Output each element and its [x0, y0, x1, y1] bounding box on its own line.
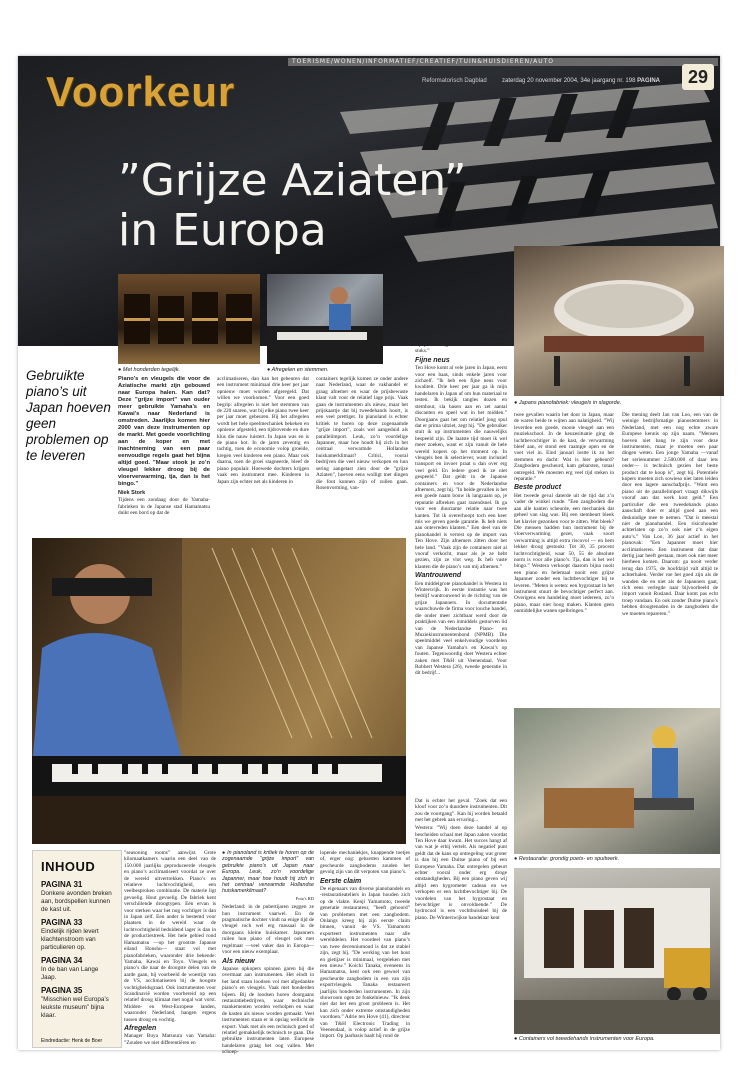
caption-2: ● Afregelen en stemmen.: [267, 367, 329, 373]
inhoud-text-3: In de ban van Lange Jaap.: [41, 966, 99, 981]
headline-line-2: in Europa: [118, 205, 327, 256]
photo-tuning: [267, 274, 383, 364]
inhoud-page-2[interactable]: PAGINA 33: [41, 918, 83, 927]
photo-caption-main-text: In pianoland is kritiek te horen op de zogenaamde ”grijze import” van gebruikte piano’s uit Japan naar Europa. Leuk, zo’n voordelige Japanner, maar hoe houdt hij zich in het centraal verwarmde Hollandse huiskamerklimaat?: [222, 850, 314, 895]
col5-body-2: Het tweede geval daterde uit de tijd dat z’n vader de winkel runde. ”Een zangbodem die aan alle kanten scheurde, een mechaniek dat geheel van slag was. Bij een stembeurt bleek het klavier gezonken voor te zitten. Wat bleek? Die mensen hadden hun instrument bij de vloerverwarming gezet, vaak soort verwarming is altijd extra riscovol — en hem lekker droog gestookt. Tot 30, 35 procent luchtvochtigheid, waar 50, 55 de absolute norm is voor alle piano’s. Tja, dan is het wel bingo.” Westera verkoopt daarom bijna nooit een piano en helemaal nooit een grijze Japanner zonder een luchtbevochtiger bij te leveren. ”Meten is weten: een hygrostaat in het instrument stuurt de bevochtiger perfect aan. Overigens een handeling moet iedereen, zo’n piano, maar niet hoog maken. Klanten geen onmiddelijke wanen spelbringen.”: [514, 492, 614, 615]
caption-4-text: Restauratie: grondig poets- en spuitwerk.: [518, 856, 620, 862]
caption-5-text: Containers vol tweedehands instrumenten voor Europa.: [518, 1036, 655, 1042]
col1-body: Tijdens een zondaag door de Yamaha-fabrieken in de Japanse stad Hamamatsu duikt een bord op dat de: [118, 497, 210, 517]
grand-pianos-illustration: [514, 246, 724, 396]
piano-tuner-illustration: [32, 538, 406, 844]
inhoud-text-1: Donkere avonden breken aan, bordspellen kunnen de kast uit.: [41, 890, 112, 913]
inhoud-page-1[interactable]: PAGINA 31: [41, 880, 83, 889]
inhoud-box: [32, 850, 122, 1048]
caption-2-text: Afregelen en stemmen.: [271, 367, 329, 373]
subhead-wantrouwend: Wantrouwend: [415, 572, 462, 580]
col2-body: acclimatiseren, dan kan het gebeuren dat een instrument minimaal drie keer per jaar opnieuw moet worden afgeregeld. Dat willen we voorkomen.” Voor een goed begrip: afregelen is niet het stemmen van de 220 snaren, wat bij elke piano twee keer per jaar moet gebeuren. Bij het afregelen wordt het hele speelmechaniek bekeken en opnieuw afgesteld, een tijdrovende en dure klus die nauw luistert. In Japan was en is de piano hot. In de jaren zeventig en tachtig, toen de economie volop groeide, kregen veel kinderen een piano. Maar ook daarna, toen de groei stagneerde, bleef de piano populair. Hoewede dochters krijgen vaak een instrument mee. Kinderen in Japan zijn echter net als kinderen in: [217, 376, 309, 485]
page-number: 29: [682, 64, 714, 90]
col5-body: twee gevallen waarin het door in Japan, maar de waren beide te wijten aan nalatigheid. ”Wij leverden een goede, mooie vleugel aan een muziekschool. In de keuzesituatie ging de luchtbevochtiger in de kast, de verwarming bleef aan, er stond een raampje open en de voet viel in. Eind januari lostte ik zo het stemmen en dacht: Wat is hier gebeurd? Zangbodem gescheurd, kam gebarsten, totaal ontregeld. We moesten erg veel tijd steken in reparatie.”: [514, 412, 614, 483]
photo-containers: [514, 868, 720, 1034]
article-lead: Piano’s en vleugels die voor de Aziatische markt zijn gebouwd naar Europa halen. Kan dat? Deze ”grijze import” van ouder meer gebruikte Yamaha’s en Kawai’s naar Nederland is omstreden. Jaarlijks komen hier 2000 van deze instrumenten op de markt. Met goede voorlichting aan de koper en met inachtneming van een paar eenvoudige regels gaat het bijna altijd goed. ”Maar stook je zo’n vleugel lekker droog bij de vloerverwarming, tja, dan is het bingo.”: [118, 376, 210, 487]
article-column-9: [320, 850, 410, 1046]
col9-body-2: De eigenaars van diverse pianohandels en -restauratieateliers in Japan houden zich op de vlakte. Kenji Yamamoto, tweede generatie restaurateur, ”heeft gehoord” van problemen met een zangbodem. Onlangs kreeg hij zijn eerste claim binnen, vanuit de VS. Yamamoto exporteert instrumenten naar alle werelddelen. Het voordeel van piano’s van twee decenniumoud is dat ze stabiel zijn, zegt hij. ”De werking van het hout en gietijzer is minimaal, vergeleken met een nieuw.” Koichi Tanaka, eveneens in Hamamatsu, kent ook een gewoel van gescheurde zangbodem in een van zijn exportvleugels. Tanaka restaureert jaarlijks honderden instrumenten. In zijn showroom ogen ze fonkelnieuw. ”Ik denk niet dat het een groot probleem is. Het kan zich onder extreme omstandigheden voordoen.” Adrie ten Hove (41), directeur van T&H Electronic Trading in Veenendaal, is volop actief in de grijze import. Op jaarbasis haalt hij rond de: [320, 886, 410, 1040]
col10-body-2: Westera: ”Wij doen deze handel al op bescheiden schaal met Japan zaken voordat Ten Hove daar kwam. Het succes hangt af van wat je erbij vertelt. Als negatief punt geldt dat de kans op ontregeling wat groter is dan bij een Duitse piano of bij een Europese Yamaha. Dat ontregelen gebeurt echter vooral onder erg droge omstandigheden. Bij een piano geven wij altijd een hygrometer cadeau en we verkopen er een luchtbevochtiger bij. De voordelen van het hygrostaat en bevochtiger is onvoldoende.” De hydrocool is een vochtbuisdeel bij de piano. De Winterswijkse handelaar kent: [415, 825, 507, 921]
date-text: zaterdag 20 november 2004, 34e jaargang nr. 198: [502, 78, 636, 84]
caption-5: ● Containers vol tweedehands instrumenten voor Europa.: [514, 1036, 655, 1042]
subhead-fijne-neus: Fijne neus: [415, 356, 450, 364]
caption-3-text: Japans pianofabriek: vleugels in slagorde.: [518, 400, 622, 406]
page-label: PAGINA: [637, 78, 660, 84]
photo-piano-tuner: [32, 538, 406, 844]
containers-illustration: [514, 868, 720, 1034]
inhoud-title: INHOUD: [41, 859, 96, 874]
newspaper-page: [18, 56, 720, 1056]
col10-body: Dat is echter het geval. ”Zoek dat een kloof voor zo’n duurdere instrumenten. Dit zou de voortgang”. Kan hij worden betaald met het gebrek aan ervaring...: [415, 798, 507, 824]
col8-body-2: Japanse opkopers spinnen garen bij die overmaat aan instrumenten. Het eindt in het land staan loodsen vol met afgedankte piano’s en vleugels. Vaak met honderden bijeen. Bij de loodsen horen doorgaans restauratiebedrijven, waar technische mankementen worden verholpen en waar de kasten als nieuw worden gemaakt. Veel instrumenten staan er in opslag wellicht de export. Vaak met als een technisch goed of relatief gemakkelijk technisch te gaan. Die gebruikte instrumenten laten Europese handelaren graag het oog vallen. Met schoep-: [222, 965, 314, 1056]
article-column-8: [222, 850, 314, 1056]
article-column-1: [118, 376, 210, 530]
col7-end: Manager Buya Matsuura van Yamaha: ”Zouden we niet differentiëren en: [124, 1033, 216, 1046]
inhoud-text-2: Eindelijk rijden levert klachtenstroom van particulieren op.: [41, 928, 99, 951]
col8-body: Nederland: in de pubertijaren zeggen ze hun instrument vaarwel. En de pragmatische dochter vindt na enige tijd de vleugel toch wel erg massaal in de doorgaans kleine huiskamer. Japanners ruilen hun piano of vleugel ook met regelmaat —veel vaker dan in Europa— voor een nieuw exemplaar.: [222, 904, 314, 956]
caption-1: ● Met honderden tegelijk.: [118, 367, 181, 373]
col4-body-2: Een middelgrote pianohandel is Westera in Wintersvijk. In eerste instantie was het bedrijf wantrouwend in de richting van de grijze Japanners. In documentatie waarschuwde de firma voor louche handel, die onder meer zichtbaar werd door de praktijken van een inmiddels gestorven lid van de Nederlandse Piano- en Muziekinstrumentenbond (NPMB). Die speelmiddel veel enkelvoudige voordelen van Japanse Yamaha’s en Kawai’s op fouten. Tegenwoordig doet Westera echter zaken met T&H uit Veenendaal. Voor Robbert Westera (26), tweede generatie in dit bedrijf...: [415, 580, 507, 677]
section-strip: TOERISME/WONEN/INFORMATIEF/CREATIEF/TUIN&HUISDIEREN/AUTO: [288, 58, 718, 66]
subhead-afregelen: Afregelen: [124, 1024, 157, 1032]
tuning-illustration: [267, 274, 383, 364]
col7-body: ”seasoning rooms” aanwijst. Grote kilomaatkamers waarin een deel van de 150.000 jaarlijks geproduceerde vleugels en piano’s acclimatiseert voordat ze over de wereld uitvertrekken. Piano’s en relatieve luchtvochtigheid, een veelbesproken combinatie. De materie ligt gevoelig. Hout gevoelig. De fabriek kent verschillende droogtypen. Eén ervan is voor sterken waar het nog vochtiger is dan in Japan zelf. Een ander is bestemd voor plaatsen in de wereld waar de luchtvochtigheid beduidend lager is dan in de productiestreek. Het hele gebied rond Hamamatsu —op het grootste Japanse eiland Honshu— staat vol met pianofabrieken, waaronder drie bekende: Yamaha, Kawai en Toyo. Vleugels en piano’s die naar de droogste delen van de aarde gaan, bij voorbeeld de woestijn van de VS, acclimatiseren bij de hoogste vochtigheidsgraad. Ook instrumenten voor Scandinavië worden voorbereid op een relatief droog klimaat met nogal wat vorst. Midden- en West-Europese landen, waaronder Nederland, hangen ergens tussen droog en vochtig.: [124, 850, 216, 1023]
caption-3: ● Japans pianofabriek: vleugels in slagorde.: [514, 400, 622, 406]
newspaper-name: Reformatorisch Dagblad: [422, 78, 487, 84]
dateline: [502, 78, 660, 84]
article-column-10: [415, 798, 507, 1046]
col9-body: lopende mechaniekjes, knappende toetjes of, erger nog: gebarsten kammen of gescheurde zangbodems zouden het gevolg zijn van dit verpoten van piano’s.: [320, 850, 410, 876]
pianos-illustration: [118, 274, 260, 364]
article-column-4: [415, 310, 507, 794]
photo-restoration: [514, 708, 720, 854]
headline: [118, 156, 467, 256]
photo-caption-main: ● In pianoland is kritiek te horen op de zogenaamde ”grijze import” van gebruikte piano’s uit Japan naar Europa. Leuk, zo’n voordelige Japanner, maar hoe houdt hij zich in het centraal verwarmde Hollandse huiskamerklimaat?: [222, 850, 314, 895]
caption-4: ● Restauratie: grondig poets- en spuitwerk.: [514, 856, 620, 862]
article-column-2: [217, 376, 309, 530]
subhead-beste-product: Beste product: [514, 484, 562, 492]
col4-body: Ten Hove komt al vele jaren in Japan, eerst voor een baas, sinds enkele jaren voor zichzelf. ”Ik heb een fijne neus voor kwaliteit. Drie keer per jaar ga ik mijn handelaren in Japan af om hun materiaal te testen. Ik bekijk tangles dozen en stemhout, sla basen aan en zet aantal discanten en speel wat in het midden.” Doorgaans gaat het om relatief jong spul dat er prima uitziet, zegt hij. ”De gebruiker stuit ik op instrumenten die nauwelijks bespeeld zijn. De laatste tijd moet ik wel meer zoeken, want er zijn vanuit de hele wereld kopers op het moment op. In vleugels ben ik selectiever, want inclusief transport en invoer praat u dan over erg veel geld. En iedere goed ik ze niet gespeeld.” Dat geldt in de Japanse containers en voor de Nederlandse afnemers, zegt hij. ”In beide gevallen is het een goede naam bouw ik langzaam op, je reputatie afbreken gaat razendsnel. Ik ga voor een duurzame relatie naar twee kanten. Tot ik overerhoopt toch een keer mis we geven goede garantie. Ik heb niets aan ontevreden klanten.” Een deel van de pianohandel is verrest op de import van Ten Hove. Zijn afnemers zitten door het hele land. ”Vaak zijn de containers niet al vooraf verkocht, maar als je ze hebt gezien, zijn ze vlot weg. Ik heb vaste klanten die de piano’s van mij afnemen.”: [415, 365, 507, 570]
subhead-eerste-claim: Eerste claim: [320, 877, 362, 885]
section-title: Voorkeur: [46, 68, 236, 115]
article-column-5: [514, 412, 614, 702]
article-subhead: Gebruikte piano’s uit Japan hoeven geen problemen op te leveren: [26, 368, 111, 463]
photo-pianos-rows: [118, 274, 260, 364]
article-byline: Niek Stork: [118, 489, 146, 496]
article-column-3: [316, 376, 408, 530]
headline-line-1: ”Grijze Aziaten”: [118, 155, 467, 206]
subhead-als-nieuw: Als nieuw: [222, 957, 255, 965]
caption-1-text: Met honderden tegelijk.: [122, 367, 181, 373]
inhoud-text-4: ”Misschien wel Europa’s leukste museum” bijna klaar.: [41, 996, 109, 1019]
col3-body: containers tegelijk komen ze onder andere naar Nederland, waar de vakhandel er graag afnemer en waar de prijsbewuste klant valt voor de relatief lage prijs. Vaak gaan de instrumenten als nieuw, maar het prijskaartje dat bij tweedehands hoort, is een veel prettiger. In pianoland is echter kritiek te horen op deze zogenaamde ”grijze import”, zoals wel aangeduid als parallelimport. Leuk, zo’n voordelige Japanner, maar hoe houdt hij zich in het centraal verwarmde Hollandse huiskamerklimaat? Critici, vooral bedrijven die veel nieuw verkopen en hun sering aangetast zien door de ”grijze Aziaten”, hoeven eens wolligt met dingen die fout kunnen zijn of zullen gaan. Rosenvorming, van-: [316, 376, 408, 491]
col6-body: Die mening deelt Jan van Loo, een van de weinige bedrijfsmatige pianostemmers in Nederland, met een nog echte zware Europese kennis op zijn naam. ”Mensen hoeven niet bang te zijn voor deze instrumenten, maar je moeten een paar dingen weten. Een jonge Yamaha —vanaf het serienummer 2.500.000 of daar iets onder— is technisch gezien het beste product dat te koop is”, zegt hij. Potentiele kopers moeten zich sowieso niet laten leiden door een lagere aanschafprijs. ”Want een piano uit de parallelimport vraagt dikwijls vooraf aan dat werk kost geld.” Een particulier die een tweedehands piano aanschaft doet er altijd goed aan een deskundige mee te nemen. ”Dat is meestal niet de pianohandel. Een risicohouder achterlaten op zo’n ook niet z’n eigen auto’s.” Van Loo, 36 jaar actief in het pianovak: ”Een Japanner moet hier acclimatiseren. Een instrument dat daar dertig jaar heeft gestaan, moet ook niet meer hierheen komen. Daarom: ga nooit verder terug dan 1975, de hoofdzijd valt altijd te achterhalen. Verder roe het goed zijn als de wanden die en niet als de Japanners gaat, rich eens verlegde naar bijvoorbeeld de import vanuit Rusland. Daar komt pas echt troep vandaan. En ook zonder Duitse piano’s hebben droogtenaden in de zangbodem die we moeten repareren.”: [622, 412, 718, 617]
inhoud-page-4[interactable]: PAGINA 35: [41, 986, 83, 995]
article-column-6: [622, 412, 718, 702]
photo-grand-pianos: [514, 246, 724, 396]
article-column-7: [124, 850, 216, 1046]
inhoud-page-3[interactable]: PAGINA 34: [41, 956, 83, 965]
eindredactie: Eindredactie: Henk de Boer: [41, 1038, 103, 1044]
col4-top: 500 piano’s en enkele tientallen vleugels naar Nederland. Een concurrent noemt het dubbele aantal voor z’n rekening. ”Verder zijn er nog een stuk of vier kleintjes actief, elk goed voor een honderd instrumenten. Op jaarbasis gaat het om 1900 tot 2000 stuks.”: [415, 310, 507, 355]
photo-credit: Foto's RD: [295, 896, 314, 902]
restoration-illustration: [514, 708, 720, 854]
